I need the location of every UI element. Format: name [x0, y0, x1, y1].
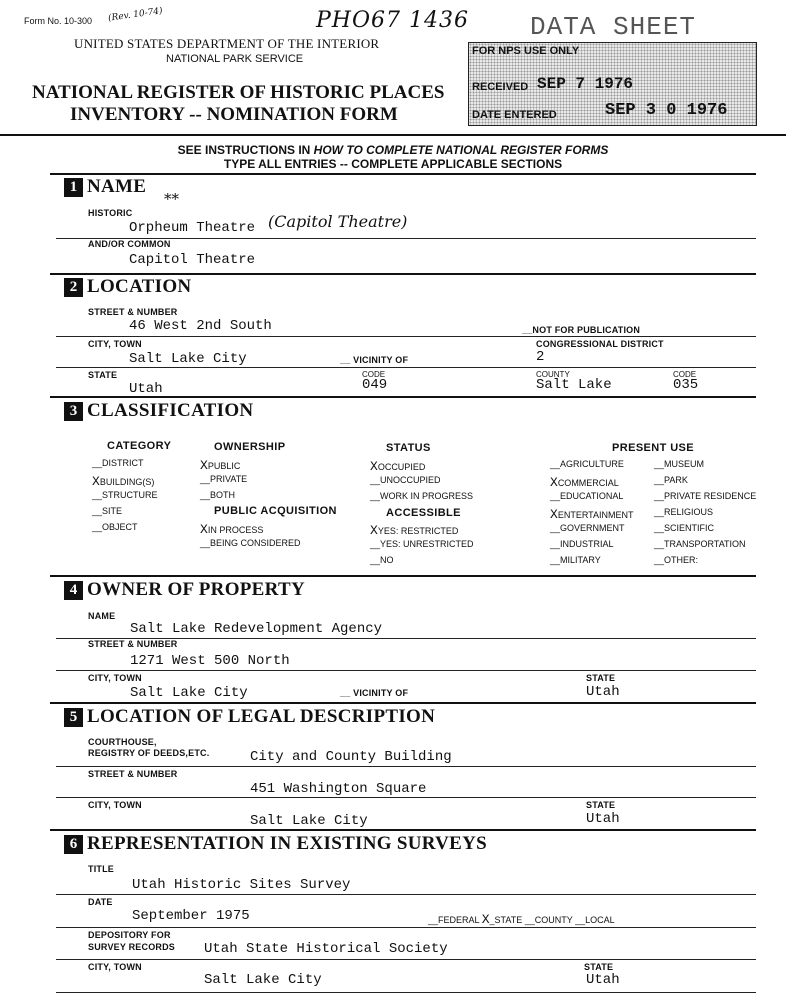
asterisks: ** — [164, 190, 179, 208]
section-legal-heading — [64, 706, 435, 728]
received-value: SEP 7 1976 — [537, 75, 634, 93]
depository-label2: SURVEY RECORDS — [88, 942, 175, 952]
checkbox-unoccupied[interactable]: __UNOCCUPIED — [370, 475, 441, 485]
checkbox-yes-unrestricted[interactable]: __YES: UNRESTRICTED — [370, 539, 474, 549]
owner-name-label: NAME — [88, 611, 116, 621]
received-label: RECEIVED — [472, 81, 529, 93]
department-name: UNITED STATES DEPARTMENT OF THE INTERIOR — [74, 36, 380, 51]
section-title: REPRESENTATION IN EXISTING SURVEYS — [87, 833, 488, 854]
checkbox-military[interactable]: __MILITARY — [550, 555, 601, 565]
owner-city-value: Salt Lake City — [130, 685, 248, 701]
form-title-line1: NATIONAL REGISTER OF HISTORIC PLACES — [32, 82, 445, 103]
checkbox-object[interactable]: __OBJECT — [92, 522, 138, 532]
city-value: Salt Lake City — [129, 351, 247, 367]
checkbox-in-process[interactable]: XIN PROCESS — [200, 522, 264, 537]
street-value: 46 West 2nd South — [129, 318, 272, 334]
owner-name-value: Salt Lake Redevelopment Agency — [130, 621, 383, 637]
county-value: Salt Lake — [536, 377, 612, 393]
section-title: LOCATION OF LEGAL DESCRIPTION — [87, 706, 436, 727]
section-number: 6 — [64, 835, 83, 854]
city-label: CITY, TOWN — [88, 339, 142, 349]
historic-handwritten: (Capitol Theatre) — [268, 212, 408, 231]
checkbox-religious[interactable]: __RELIGIOUS — [654, 507, 714, 517]
ownership-list — [200, 458, 247, 506]
category-list — [92, 458, 158, 538]
checkbox-industrial[interactable]: __INDUSTRIAL — [550, 539, 614, 549]
section-title: NAME — [87, 176, 147, 197]
survey-state-label: STATE — [584, 962, 614, 972]
checkbox-government[interactable]: __GOVERNMENT — [550, 523, 625, 533]
common-value: Capitol Theatre — [129, 252, 256, 268]
checkbox-work-in-progress[interactable]: __WORK IN PROGRESS — [370, 491, 474, 501]
date-entered-label: DATE ENTERED — [472, 109, 557, 121]
county-label: COUNTY — [536, 370, 570, 379]
owner-street-label: STREET & NUMBER — [88, 639, 178, 649]
state-value: Utah — [129, 381, 163, 397]
section-classification-heading — [64, 400, 253, 422]
checkbox-site[interactable]: __SITE — [92, 506, 123, 516]
section-number: 4 — [64, 581, 83, 600]
form-number: Form No. 10-300 — [24, 16, 93, 26]
checkbox-federal[interactable]: __FEDERAL — [428, 915, 480, 925]
survey-level-options — [428, 912, 615, 927]
congressional-value: 2 — [536, 349, 545, 365]
handwritten-id: PHO67 1436 — [316, 8, 469, 33]
state-label: STATE — [88, 370, 118, 380]
section-number: 3 — [64, 402, 83, 421]
owner-state-value: Utah — [586, 684, 620, 700]
accessible-heading: ACCESSIBLE — [386, 507, 461, 519]
checkbox-county[interactable]: __COUNTY — [524, 915, 573, 925]
acquisition-list — [200, 522, 301, 554]
category-heading: CATEGORY — [107, 440, 172, 452]
section-title: LOCATION — [87, 276, 192, 297]
survey-state-value: Utah — [586, 972, 620, 988]
section-number: 1 — [64, 178, 83, 197]
survey-date-label: DATE — [88, 897, 113, 907]
legal-state-label: STATE — [586, 800, 616, 810]
courthouse-label1: COURTHOUSE, — [88, 737, 157, 747]
owner-street-value: 1271 West 500 North — [130, 653, 290, 669]
ownership-heading: OWNERSHIP — [214, 441, 286, 453]
depository-value: Utah State Historical Society — [204, 941, 448, 957]
depository-label1: DEPOSITORY FOR — [88, 930, 171, 940]
code-label: CODE — [362, 370, 386, 379]
section-number: 5 — [64, 708, 83, 727]
checkbox-no[interactable]: __NO — [370, 555, 394, 565]
nps-use-box — [468, 42, 757, 126]
checkbox-yes-restricted[interactable]: XYES: RESTRICTED — [370, 523, 459, 538]
public-acquisition-heading: PUBLIC ACQUISITION — [214, 505, 337, 517]
form-revision: (Rev. 10-74) — [107, 6, 164, 24]
checkbox-entertainment[interactable]: XENTERTAINMENT — [550, 507, 634, 522]
checkbox-private[interactable]: __PRIVATE — [200, 474, 248, 484]
instructions-line1: SEE INSTRUCTIONS IN HOW TO COMPLETE NATIONAL REGISTER FORMS — [177, 143, 609, 157]
checkbox-being-considered[interactable]: __BEING CONSIDERED — [200, 538, 301, 548]
checkbox-private-residence[interactable]: __PRIVATE RESIDENCE — [654, 491, 757, 501]
section-owner-heading — [64, 579, 305, 601]
checkbox-educational[interactable]: __EDUCATIONAL — [550, 491, 624, 501]
section-title: OWNER OF PROPERTY — [87, 579, 306, 600]
section-location-heading — [64, 276, 191, 298]
survey-title-label: TITLE — [88, 864, 114, 874]
code2-label: CODE — [673, 370, 697, 379]
checkbox-agriculture[interactable]: __AGRICULTURE — [550, 459, 624, 469]
status-list — [370, 459, 473, 507]
present-use-heading: PRESENT USE — [612, 442, 695, 454]
date-entered-value: SEP 3 0 1976 — [605, 101, 728, 120]
status-heading: STATUS — [386, 442, 431, 454]
owner-vicinity-label: __ VICINITY OF — [340, 688, 409, 698]
checkbox-local[interactable]: __LOCAL — [575, 915, 615, 925]
owner-city-label: CITY, TOWN — [88, 673, 142, 683]
congressional-label: CONGRESSIONAL DISTRICT — [536, 339, 664, 349]
checkbox-occupied[interactable]: XOCCUPIED — [370, 459, 426, 474]
service-name: NATIONAL PARK SERVICE — [166, 53, 304, 65]
checkbox-transportation[interactable]: __TRANSPORTATION — [654, 539, 746, 549]
instructions-line2: TYPE ALL ENTRIES -- COMPLETE APPLICABLE SECTIONS — [223, 157, 563, 171]
checkbox-commercial[interactable]: XCOMMERCIAL — [550, 475, 619, 490]
section-surveys-heading — [64, 833, 487, 855]
survey-city-value: Salt Lake City — [204, 972, 322, 988]
owner-state-label: STATE — [586, 673, 616, 683]
vicinity-label: __ VICINITY OF — [340, 355, 409, 365]
legal-city-label: CITY, TOWN — [88, 800, 142, 810]
historic-label: HISTORIC — [88, 208, 133, 218]
checkbox-state[interactable]: X_STATE — [481, 912, 523, 927]
survey-city-label: CITY, TOWN — [88, 962, 142, 972]
present-use-left-list — [550, 459, 633, 571]
form-title-line2: INVENTORY -- NOMINATION FORM — [70, 104, 398, 125]
present-use-right-list — [654, 459, 756, 571]
section-name-heading — [64, 176, 146, 198]
common-label: AND/OR COMMON — [88, 239, 171, 249]
legal-city-value: Salt Lake City — [250, 813, 368, 829]
checkbox-public[interactable]: XPUBLIC — [200, 458, 241, 473]
checkbox-museum[interactable]: __MUSEUM — [654, 459, 705, 469]
legal-street-value: 451 Washington Square — [250, 781, 427, 797]
legal-state-value: Utah — [586, 811, 620, 827]
data-sheet-stamp: DATA SHEET — [530, 12, 697, 42]
section-number: 2 — [64, 278, 83, 297]
survey-title-value: Utah Historic Sites Survey — [132, 877, 351, 893]
section-title: CLASSIFICATION — [87, 400, 254, 421]
survey-date-value: September 1975 — [132, 908, 250, 924]
checkbox-both[interactable]: __BOTH — [200, 490, 236, 500]
accessible-list — [370, 523, 474, 571]
courthouse-value: City and County Building — [250, 749, 452, 765]
checkbox-other[interactable]: __OTHER: — [654, 555, 699, 565]
street-label: STREET & NUMBER — [88, 307, 178, 317]
not-for-publication: __NOT FOR PUBLICATION — [522, 325, 641, 335]
checkbox-district[interactable]: __DISTRICT — [92, 458, 144, 468]
historic-value: Orpheum Theatre — [129, 220, 256, 236]
code-value: 049 — [362, 377, 388, 393]
legal-street-label: STREET & NUMBER — [88, 769, 178, 779]
code2-value: 035 — [673, 377, 699, 393]
checkbox-buildings[interactable]: XBUILDING(S) — [92, 474, 155, 489]
courthouse-label2: REGISTRY OF DEEDS,ETC. — [88, 748, 210, 758]
nps-box-header: FOR NPS USE ONLY — [472, 45, 580, 57]
checkbox-park[interactable]: __PARK — [654, 475, 688, 485]
checkbox-scientific[interactable]: __SCIENTIFIC — [654, 523, 715, 533]
checkbox-structure[interactable]: __STRUCTURE — [92, 490, 158, 500]
